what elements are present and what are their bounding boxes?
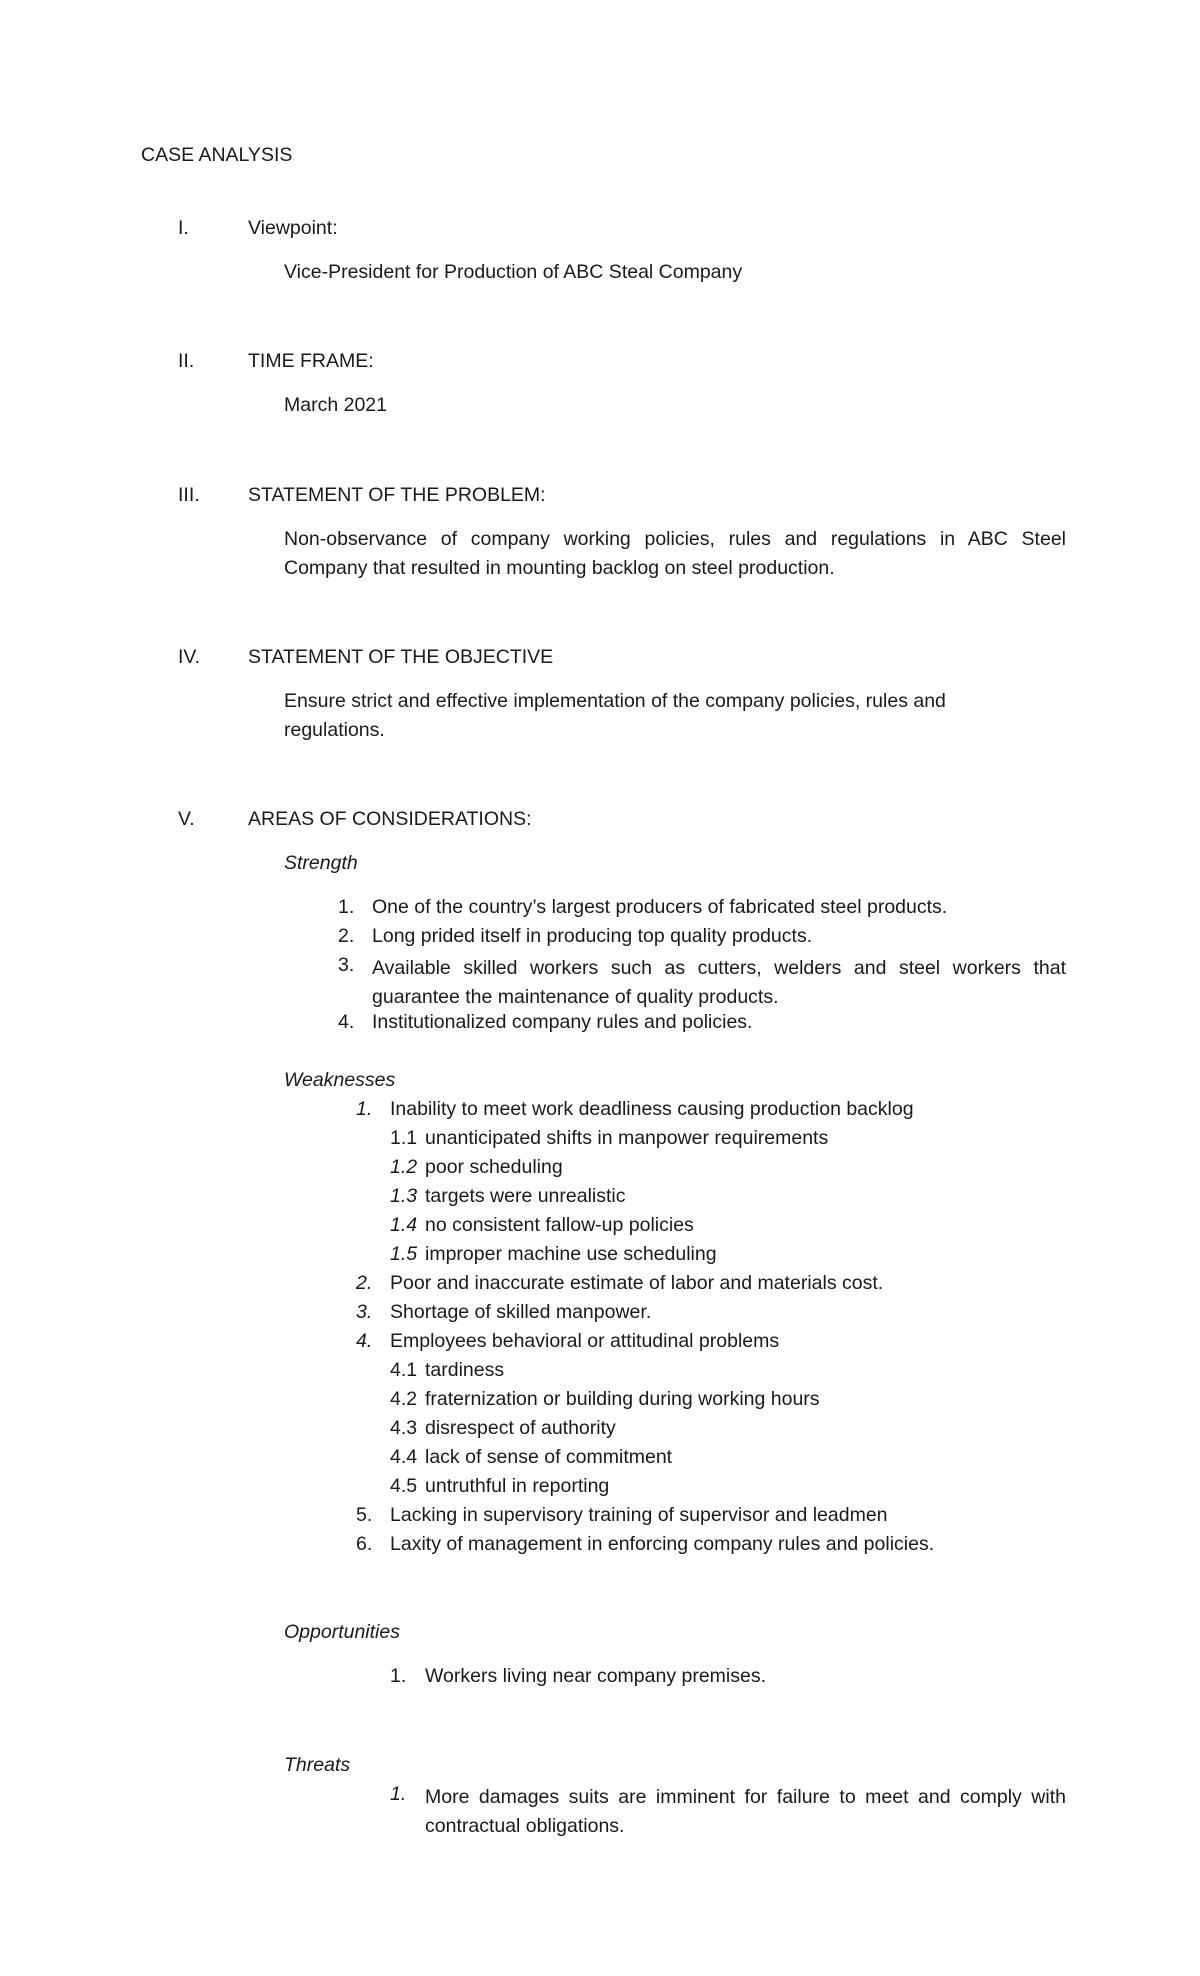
strength-item-number: 2. <box>338 925 355 947</box>
threat-item-line-2: contractual obligations. <box>425 1814 625 1837</box>
weakness-item-number: 2. <box>356 1272 373 1294</box>
strength-item-line-2: guarantee the maintenance of quality products. <box>372 985 779 1008</box>
weakness-subitem-number: 4.4 <box>390 1446 418 1468</box>
section-heading-considerations: AREAS OF CONSIDERATIONS: <box>248 808 532 830</box>
objective-line-2: regulations. <box>284 718 385 741</box>
strength-item-number: 1. <box>338 896 355 918</box>
weakness-subitem-number: 1.3 <box>390 1185 418 1207</box>
strength-item-number: 4. <box>338 1011 355 1033</box>
section-numeral-time-frame: II. <box>178 350 195 372</box>
weakness-subitem-number: 1.5 <box>390 1243 418 1265</box>
weakness-subitem-text: targets were unrealistic <box>425 1185 626 1207</box>
opportunity-item-number: 1. <box>390 1665 407 1687</box>
strength-item-text: One of the country’s largest producers of fabricated steel products. <box>372 896 948 918</box>
weakness-item-text: Inability to meet work deadliness causing production backlog <box>390 1098 914 1120</box>
weakness-item-number: 4. <box>356 1330 373 1352</box>
weakness-subitem-text: unanticipated shifts in manpower requirements <box>425 1127 829 1149</box>
objective-line-1: Ensure strict and effective implementation of the company policies, rules and <box>284 690 946 712</box>
section-body-problem <box>284 525 1066 582</box>
weakness-subitem-text: tardiness <box>425 1359 505 1381</box>
weakness-subitem-number: 4.3 <box>390 1417 418 1439</box>
section-heading-viewpoint: Viewpoint: <box>248 217 338 239</box>
weakness-subitem-number: 1.1 <box>390 1127 418 1149</box>
strength-item-line-1: Available skilled workers such as cutters, welders and steel workers that <box>372 957 1066 979</box>
opportunities-title: Opportunities <box>284 1621 400 1643</box>
weakness-subitem-text: untruthful in reporting <box>425 1475 610 1497</box>
weakness-subitem-text: poor scheduling <box>425 1156 563 1178</box>
weakness-subitem-number: 4.1 <box>390 1359 418 1381</box>
weakness-subitem-text: lack of sense of commitment <box>425 1446 673 1468</box>
section-heading-objective: STATEMENT OF THE OBJECTIVE <box>248 646 554 668</box>
problem-line-2: Company that resulted in mounting backlog on steel production. <box>284 556 835 579</box>
weakness-item-number: 5. <box>356 1504 373 1526</box>
section-body-time-frame: March 2021 <box>284 394 387 416</box>
threat-item-text <box>425 1783 1066 1840</box>
weakness-item-text: Shortage of skilled manpower. <box>390 1301 652 1323</box>
problem-line-1: Non-observance of company working policies, rules and regulations in ABC Steel <box>284 528 1066 550</box>
threat-item-number: 1. <box>390 1783 407 1805</box>
weakness-item-number: 6. <box>356 1533 373 1555</box>
weakness-subitem-number: 1.2 <box>390 1156 418 1178</box>
strength-item-text: Long prided itself in producing top quality products. <box>372 925 813 947</box>
section-numeral-viewpoint: I. <box>178 217 189 239</box>
doc-title: CASE ANALYSIS <box>141 144 293 166</box>
strength-title: Strength <box>284 852 358 874</box>
weakness-subitem-text: improper machine use scheduling <box>425 1243 717 1265</box>
threats-title: Threats <box>284 1754 351 1776</box>
weakness-subitem-text: no consistent fallow-up policies <box>425 1214 694 1236</box>
strength-item-text <box>372 954 1066 1011</box>
threat-item-line-1: More damages suits are imminent for failure to meet and comply with <box>425 1786 1066 1808</box>
weakness-item-text: Poor and inaccurate estimate of labor and materials cost. <box>390 1272 884 1294</box>
section-body-viewpoint: Vice-President for Production of ABC Steal Company <box>284 261 743 283</box>
section-body-objective <box>284 687 1066 744</box>
weakness-subitem-number: 4.5 <box>390 1475 418 1497</box>
weakness-item-number: 3. <box>356 1301 373 1323</box>
weakness-subitem-text: fraternization or building during working hours <box>425 1388 820 1410</box>
weakness-subitem-number: 1.4 <box>390 1214 418 1236</box>
section-heading-time-frame: TIME FRAME: <box>248 350 374 372</box>
weakness-item-text: Employees behavioral or attitudinal problems <box>390 1330 780 1352</box>
section-numeral-objective: IV. <box>178 646 201 668</box>
weakness-subitem-text: disrespect of authority <box>425 1417 616 1439</box>
weakness-item-number: 1. <box>356 1098 373 1120</box>
opportunity-item-text: Workers living near company premises. <box>425 1665 767 1687</box>
weakness-subitem-number: 4.2 <box>390 1388 418 1410</box>
weakness-item-text: Laxity of management in enforcing company rules and policies. <box>390 1533 935 1555</box>
section-heading-problem: STATEMENT OF THE PROBLEM: <box>248 484 546 506</box>
section-numeral-considerations: V. <box>178 808 195 830</box>
weaknesses-title: Weaknesses <box>284 1069 396 1091</box>
section-numeral-problem: III. <box>178 484 200 506</box>
strength-item-text: Institutionalized company rules and policies. <box>372 1011 753 1033</box>
weakness-item-text: Lacking in supervisory training of supervisor and leadmen <box>390 1504 888 1526</box>
strength-item-number: 3. <box>338 954 355 976</box>
